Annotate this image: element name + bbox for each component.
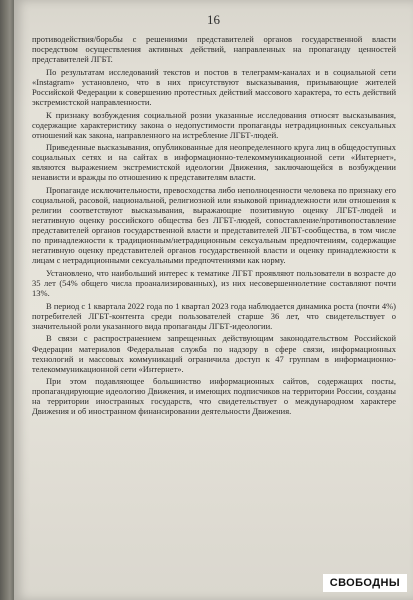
paragraph-growth-dynamics: В период с 1 квартала 2022 года по 1 квартал 2023 года наблюдается динамика роста (почти 4%) потребителей ЛГБТ-контента среди пользователей старше 36 лет, что свидетельствует о значительной роли указанного вида пропаганды ЛГБТ-идеологии. xyxy=(32,300,396,331)
paragraph-access-restriction: В связи с распространением запрещенных действующим законодательством Российской Федерации материалов Федеральная служба по надзору в сфере связи, информационных технологий и массовых коммуникаций ограничила доступ к 47 группам в информационно-телекоммуникационной сети «Интернет». xyxy=(32,333,396,374)
paragraph-user-age: Установлено, что наибольший интерес к тематике ЛГБТ проявляют пользователи в возрасте до 35 лет (54% общего числа проанализированных), из них несовершеннолетние составляют почти 13%. xyxy=(32,268,396,299)
paragraph-social-discord: К признаку возбуждения социальной розни указанные исследования относят высказывания, содержащие характеристику закона о недопустимости пропаганды нетрадиционных сексуальных отношений как закона, направленного на истребление ЛГБТ-людей. xyxy=(32,109,396,140)
paragraph-telegram-findings: По результатам исследований текстов и постов в телеграмм-каналах и в социальной сети «Instagram» установлено, что в них присутствуют высказывания, призывающие жителей Российской Федерации к совершению протестных действий массового характера, то есть действий экстремистской направленности. xyxy=(32,66,396,107)
paragraph-extremist-ideology: Приведенные высказывания, опубликованные для неопределенного круга лиц в общедоступных социальных сетях и на сайтах в информационно-телекоммуникационной сети «Интернет», являются выражением экстремистской идеологии Движения, заключающейся в возбуждении ненависти и вражды по отношению к представителям власти. xyxy=(32,142,396,183)
paragraph-foreign-sites: При этом подавляющее большинство информационных сайтов, содержащих посты, пропагандирующие идеологию Движения, и имеющих подписчиков на территории России, созданы на территории иностранных государств, что свидетельствует о международном характере Движения и об иностранном финансировании деятельности Движения. xyxy=(32,376,396,417)
document-page xyxy=(14,0,413,600)
page-number: 16 xyxy=(207,12,220,27)
paragraph-propaganda-exclusivity: Пропаганде исключительности, превосходства либо неполноценности человека по признаку его социальной, расовой, национальной, религиозной или языковой принадлежности или отношения к религии соответствуют высказывания, выражающие позитивную оценку ЛГБТ-людей и негативную оценку российского общества без ЛГБТ-людей, сопоставление/противопоставление представителей органов государственной власти и представителей ЛГБТ-сообщества, в том числе по принадлежности к традиционным/нетрадиционным сексуальным предпочтениям, содержащие негативную оценку представителей органов государственной власти и оценку принадлежности к лицам с нетрадиционными сексуальными предпочтениями как норму. xyxy=(32,185,396,266)
document-body xyxy=(32,34,396,419)
paragraph-continuation: противодействия/борьбы с решениями представителей органов государственной власти посредством осуществления активных действий, направленных на пропаганду ценностей представителей ЛГБТ. xyxy=(32,34,396,65)
watermark-logo: СВОБОДНЫ xyxy=(323,574,407,592)
